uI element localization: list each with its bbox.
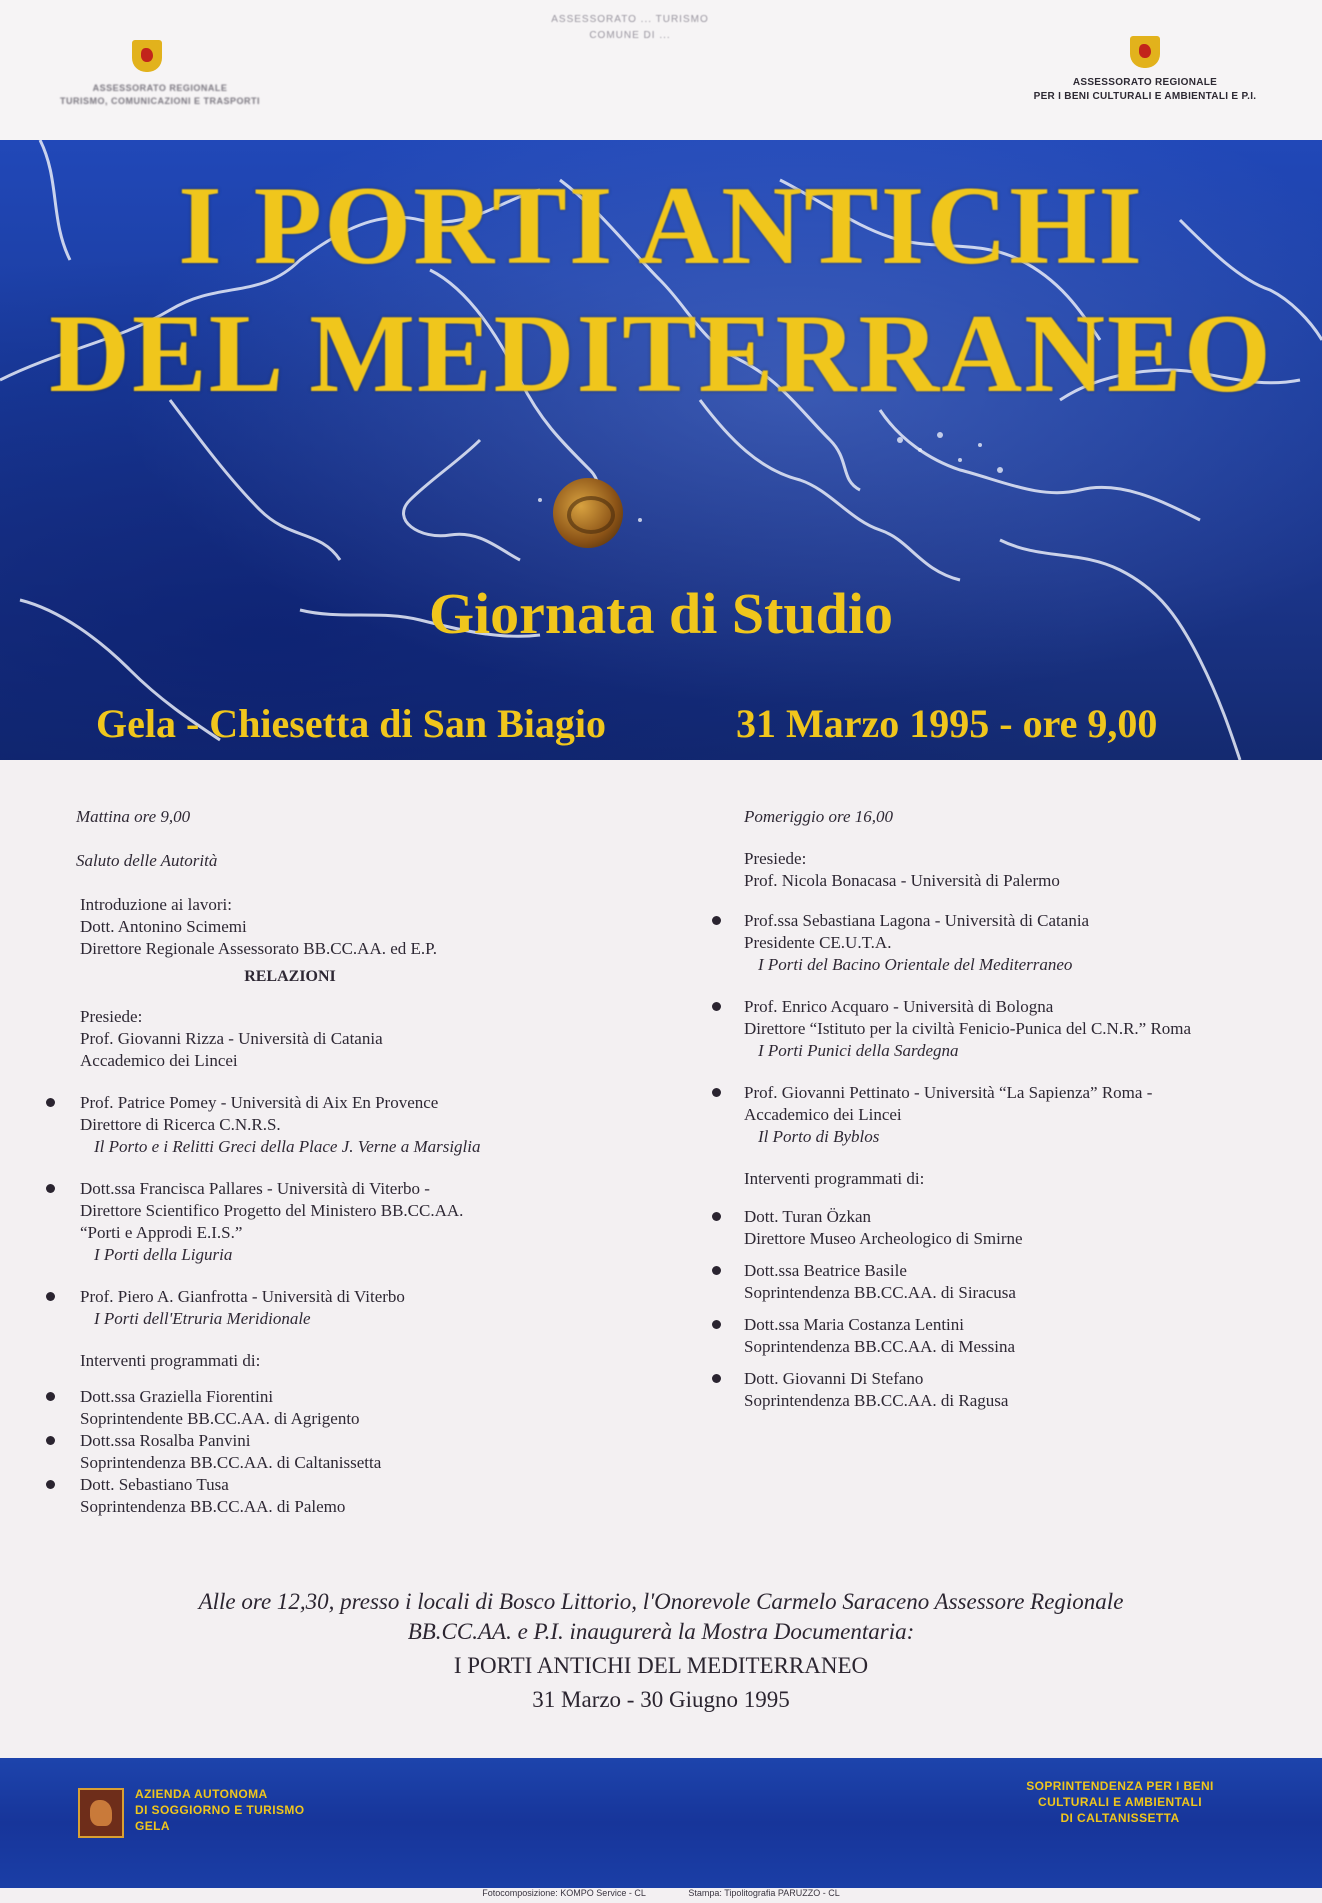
talk-line: Dott.ssa Francisca Pallares - Università di Viterbo - <box>80 1179 430 1198</box>
talk-line: “Porti e Approdi E.I.S.” <box>80 1223 243 1242</box>
afternoon-session-time: Pomeriggio ore 16,00 <box>744 807 894 826</box>
bottom-banner <box>0 1758 1322 1888</box>
greeting: Saluto delle Autorità <box>76 851 218 870</box>
tourism-board-line: AZIENDA AUTONOMA <box>135 1787 268 1801</box>
chair-line: Prof. Nicola Bonacasa - Università di Palermo <box>744 871 1060 890</box>
scheduled-line: Dott.ssa Rosalba Panvini <box>80 1431 251 1450</box>
morning-scheduled-title: Interventi programmati di: <box>80 1351 261 1370</box>
exhibition-title: I PORTI ANTICHI DEL MEDITERRANEO <box>453 1653 869 1678</box>
scheduled-item <box>706 1314 1306 1358</box>
talk-item <box>706 910 1306 976</box>
exhibition-dates: 31 Marzo - 30 Giugno 1995 <box>532 1687 790 1712</box>
ancient-coin-image <box>553 478 623 548</box>
afternoon-scheduled-title: Interventi programmati di: <box>744 1169 925 1188</box>
scheduled-line: Soprintendente BB.CC.AA. di Agrigento <box>80 1409 360 1428</box>
chair-line: Accademico dei Lincei <box>80 1051 238 1070</box>
scheduled-line: Direttore Museo Archeologico di Smirne <box>744 1229 1023 1248</box>
chair-line: Presiede: <box>80 1007 143 1026</box>
superintendency-line: CULTURALI E AMBIENTALI <box>1038 1795 1202 1809</box>
talk-title: I Porti dell'Etruria Meridionale <box>94 1309 311 1328</box>
tourism-logo-icon <box>78 1788 124 1838</box>
sicily-emblem-icon <box>1130 36 1160 68</box>
bullet-icon <box>46 1480 55 1489</box>
bullet-icon <box>712 1002 721 1011</box>
poster-title-line-2: DEL MEDITERRANEO <box>49 292 1273 416</box>
bullet-icon <box>712 1374 721 1383</box>
talk-line: Direttore di Ricerca C.N.R.S. <box>80 1115 281 1134</box>
scheduled-line: Soprintendenza BB.CC.AA. di Palemo <box>80 1497 346 1516</box>
scheduled-line: Soprintendenza BB.CC.AA. di Siracusa <box>744 1283 1016 1302</box>
print-credits <box>0 1888 1322 1898</box>
left-department-line: ASSESSORATO REGIONALE <box>92 83 228 93</box>
exhibition-announcement <box>0 1587 1322 1715</box>
tourism-board-line: GELA <box>135 1819 170 1833</box>
bullet-icon <box>712 1320 721 1329</box>
bullet-icon <box>712 1212 721 1221</box>
talk-line: Presidente CE.U.T.A. <box>744 933 892 952</box>
scheduled-line: Soprintendenza BB.CC.AA. di Caltanissetta <box>80 1453 382 1472</box>
talk-line: Prof. Patrice Pomey - Università di Aix En Provence <box>80 1093 439 1112</box>
morning-session-time: Mattina ore 9,00 <box>76 807 191 826</box>
talk-item <box>40 1092 640 1158</box>
event-location: Gela - Chiesetta di San Biagio <box>96 701 607 746</box>
afternoon-chair <box>744 848 1306 892</box>
scheduled-line: Dott.ssa Graziella Fiorentini <box>80 1387 274 1406</box>
right-department <box>980 76 1310 104</box>
bullet-icon <box>46 1292 55 1301</box>
tourism-board-line: DI SOGGIORNO E TURISMO <box>135 1803 305 1817</box>
scheduled-line: Soprintendenza BB.CC.AA. di Messina <box>744 1337 1016 1356</box>
bullet-icon <box>46 1184 55 1193</box>
talk-line: Prof. Piero A. Gianfrotta - Università di Viterbo <box>80 1287 405 1306</box>
poster-subtitle: Giornata di Studio <box>428 581 894 646</box>
scheduled-line: Dott.ssa Maria Costanza Lentini <box>744 1315 965 1334</box>
right-department-line: PER I BENI CULTURALI E AMBIENTALI E P.I. <box>1033 91 1257 102</box>
scheduled-item <box>40 1430 640 1474</box>
talk-line: Direttore “Istituto per la civiltà Fenicio-Punica del C.N.R.” Roma <box>744 1019 1192 1038</box>
talk-line: Prof. Enrico Acquaro - Università di Bologna <box>744 997 1054 1016</box>
chair-line: Prof. Giovanni Rizza - Università di Catania <box>80 1029 383 1048</box>
afternoon-program <box>706 806 1306 1412</box>
event-date: 31 Marzo 1995 - ore 9,00 <box>736 701 1158 746</box>
intro-line: Dott. Antonino Scimemi <box>80 917 247 936</box>
talk-line: Direttore Scientifico Progetto del Ministero BB.CC.AA. <box>80 1201 464 1220</box>
scheduled-item <box>706 1206 1306 1250</box>
scheduled-item <box>706 1368 1306 1412</box>
superintendency-line: SOPRINTENDENZA PER I BENI <box>1026 1779 1214 1793</box>
chair-line: Presiede: <box>744 849 807 868</box>
talk-title: I Porti della Liguria <box>94 1245 233 1264</box>
talk-item <box>40 1178 640 1266</box>
poster-title-line-1: I PORTI ANTICHI <box>178 164 1144 288</box>
sicily-emblem-icon <box>132 40 162 72</box>
superintendency-line: DI CALTANISSETTA <box>1060 1811 1180 1825</box>
talk-title: Il Porto di Byblos <box>758 1127 880 1146</box>
left-department <box>10 82 310 108</box>
talk-title: Il Porto e i Relitti Greci della Place J. Verne a Marsiglia <box>94 1137 481 1156</box>
bullet-icon <box>712 916 721 925</box>
talk-item <box>40 1286 640 1330</box>
introduction <box>80 894 640 960</box>
talk-title: I Porti Punici della Sardegna <box>758 1041 959 1060</box>
tourism-board <box>135 1786 304 1834</box>
header-strip <box>0 0 1322 140</box>
superintendency <box>990 1778 1250 1826</box>
bullet-icon <box>46 1098 55 1107</box>
section-title-relazioni: RELAZIONI <box>244 968 336 985</box>
center-heading-line: COMUNE DI ... <box>589 30 671 41</box>
bullet-icon <box>46 1392 55 1401</box>
talk-item <box>706 1082 1306 1148</box>
talk-line: Prof.ssa Sebastiana Lagona - Università di Catania <box>744 911 1090 930</box>
scheduled-line: Dott. Sebastiano Tusa <box>80 1475 229 1494</box>
bullet-icon <box>712 1266 721 1275</box>
talk-line: Accademico dei Lincei <box>744 1105 902 1124</box>
title-banner <box>0 140 1322 760</box>
scheduled-line: Dott.ssa Beatrice Basile <box>744 1261 907 1280</box>
intro-line: Direttore Regionale Assessorato BB.CC.AA. ed E.P. <box>80 939 437 958</box>
right-department-line: ASSESSORATO REGIONALE <box>1072 77 1218 88</box>
bullet-icon <box>46 1436 55 1445</box>
talk-title: I Porti del Bacino Orientale del Mediterraneo <box>758 955 1073 974</box>
bullet-icon <box>712 1088 721 1097</box>
scheduled-item <box>706 1260 1306 1304</box>
talk-line: Prof. Giovanni Pettinato - Università “La Sapienza” Roma - <box>744 1083 1153 1102</box>
announcement-line: BB.CC.AA. e P.I. inaugurerà la Mostra Documentaria: <box>407 1619 915 1644</box>
center-heading <box>480 12 780 44</box>
left-department-line: TURISMO, COMUNICAZIONI E TRASPORTI <box>60 96 260 106</box>
morning-chair <box>80 1006 640 1072</box>
printing-credit: Stampa: Tipolitografia PARUZZO - CL <box>688 1888 840 1898</box>
center-heading-line: ASSESSORATO ... TURISMO <box>551 14 709 25</box>
scheduled-line: Dott. Turan Özkan <box>744 1207 872 1226</box>
scheduled-item <box>40 1386 640 1430</box>
scheduled-line: Dott. Giovanni Di Stefano <box>744 1369 924 1388</box>
talk-item <box>706 996 1306 1062</box>
scheduled-item <box>40 1474 640 1518</box>
morning-program <box>40 806 640 1518</box>
typesetting-credit: Fotocomposizione: KOMPO Service - CL <box>482 1888 646 1898</box>
announcement-line: Alle ore 12,30, presso i locali di Bosco Littorio, l'Onorevole Carmelo Saraceno Assessore Regionale <box>198 1589 1124 1614</box>
scheduled-line: Soprintendenza BB.CC.AA. di Ragusa <box>744 1391 1009 1410</box>
intro-line: Introduzione ai lavori: <box>80 895 233 914</box>
